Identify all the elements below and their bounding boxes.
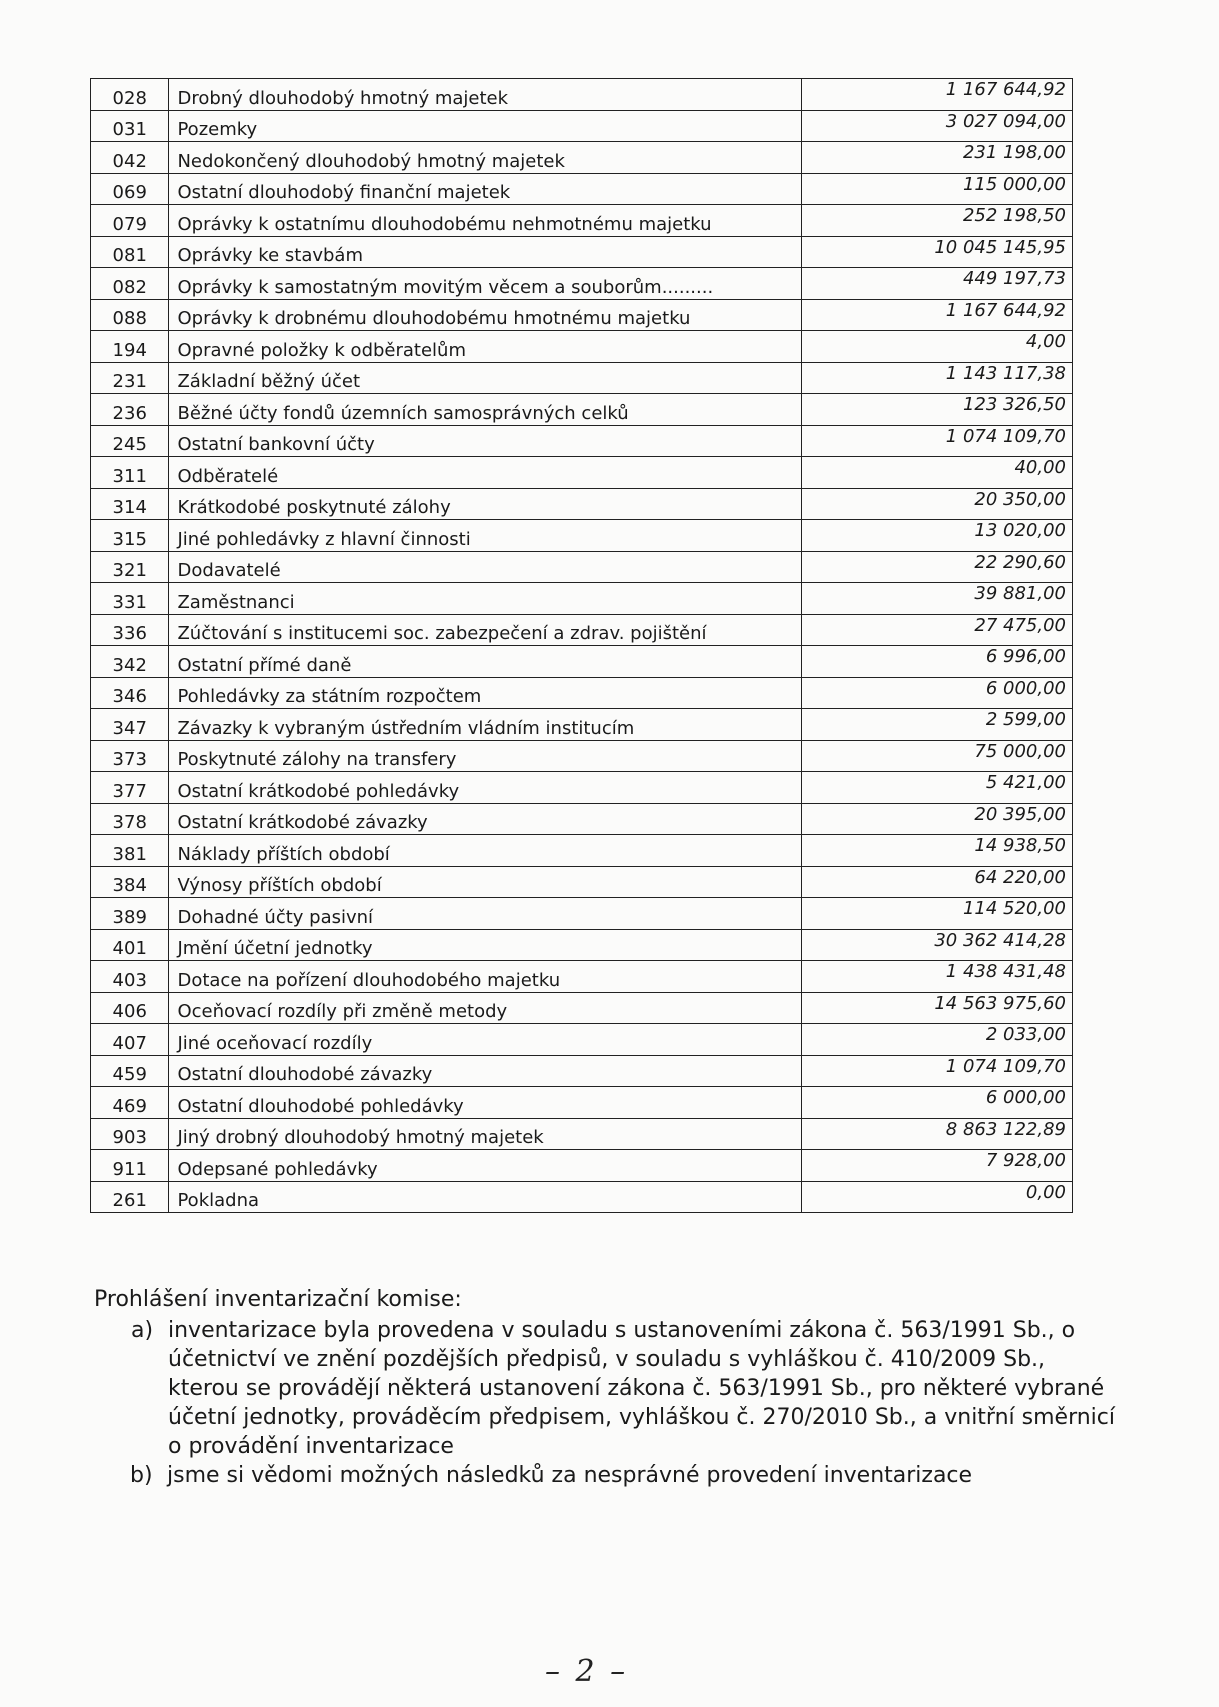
table-row <box>91 362 1073 394</box>
account-name: Zaměstnanci <box>169 583 802 615</box>
account-amount: 40,00 <box>802 457 1073 489</box>
account-amount: 22 290,60 <box>802 551 1073 583</box>
account-code: 081 <box>91 236 169 268</box>
account-code: 381 <box>91 835 169 867</box>
table-row <box>91 142 1073 174</box>
account-amount: 14 938,50 <box>802 835 1073 867</box>
inventory-table <box>90 78 1073 1213</box>
account-name: Ostatní bankovní účty <box>169 425 802 457</box>
account-code: 311 <box>91 457 169 489</box>
account-amount: 4,00 <box>802 331 1073 363</box>
account-name: Ostatní krátkodobé závazky <box>169 803 802 835</box>
account-amount: 39 881,00 <box>802 583 1073 615</box>
declaration-item-text: jsme si vědomi možných následků za nesprávné provedení inventarizace <box>167 1463 973 1488</box>
account-amount: 8 863 122,89 <box>802 1118 1073 1150</box>
account-name: Dodavatelé <box>169 551 802 583</box>
table-row <box>91 394 1073 426</box>
account-name: Ostatní dlouhodobé závazky <box>169 1055 802 1087</box>
account-code: 406 <box>91 992 169 1024</box>
account-code: 314 <box>91 488 169 520</box>
account-amount: 6 000,00 <box>802 677 1073 709</box>
account-name: Ostatní dlouhodobý finanční majetek <box>169 173 802 205</box>
account-name: Závazky k vybraným ústředním vládním institucím <box>169 709 802 741</box>
table-row <box>91 173 1073 205</box>
account-code: 331 <box>91 583 169 615</box>
table-row <box>91 1024 1073 1056</box>
account-code: 373 <box>91 740 169 772</box>
account-name: Drobný dlouhodobý hmotný majetek <box>169 79 802 111</box>
account-name: Opravné položky k odběratelům <box>169 331 802 363</box>
account-amount: 64 220,00 <box>802 866 1073 898</box>
account-name: Dohadné účty pasivní <box>169 898 802 930</box>
account-name: Jmění účetní jednotky <box>169 929 802 961</box>
account-code: 042 <box>91 142 169 174</box>
account-name: Poskytnuté zálohy na transfery <box>169 740 802 772</box>
account-code: 315 <box>91 520 169 552</box>
account-amount: 75 000,00 <box>802 740 1073 772</box>
account-name: Základní běžný účet <box>169 362 802 394</box>
account-amount: 10 045 145,95 <box>802 236 1073 268</box>
account-amount: 115 000,00 <box>802 173 1073 205</box>
commission-declaration <box>94 1285 1124 1490</box>
account-name: Oprávky k drobnému dlouhodobému hmotnému majetku <box>169 299 802 331</box>
account-code: 336 <box>91 614 169 646</box>
account-name: Odběratelé <box>169 457 802 489</box>
account-code: 389 <box>91 898 169 930</box>
account-amount: 20 350,00 <box>802 488 1073 520</box>
table-row <box>91 740 1073 772</box>
account-code: 079 <box>91 205 169 237</box>
account-code: 377 <box>91 772 169 804</box>
page-number: – 2 – <box>545 1654 629 1689</box>
table-row <box>91 205 1073 237</box>
account-amount: 1 074 109,70 <box>802 425 1073 457</box>
table-row <box>91 488 1073 520</box>
account-name: Náklady příštích období <box>169 835 802 867</box>
account-code: 069 <box>91 173 169 205</box>
account-amount: 14 563 975,60 <box>802 992 1073 1024</box>
account-amount: 6 000,00 <box>802 1087 1073 1119</box>
account-name: Pozemky <box>169 110 802 142</box>
table-row <box>91 268 1073 300</box>
declaration-heading: Prohlášení inventarizační komise: <box>94 1287 462 1312</box>
account-name: Jiný drobný dlouhodobý hmotný majetek <box>169 1118 802 1150</box>
table-row <box>91 835 1073 867</box>
account-amount: 6 996,00 <box>802 646 1073 678</box>
account-code: 231 <box>91 362 169 394</box>
account-amount: 1 167 644,92 <box>802 299 1073 331</box>
declaration-item-b <box>94 1461 1124 1490</box>
table-row <box>91 551 1073 583</box>
account-name: Pohledávky za státním rozpočtem <box>169 677 802 709</box>
table-row <box>91 331 1073 363</box>
account-code: 031 <box>91 110 169 142</box>
account-code: 378 <box>91 803 169 835</box>
account-name: Výnosy příštích období <box>169 866 802 898</box>
account-code: 194 <box>91 331 169 363</box>
account-amount: 1 074 109,70 <box>802 1055 1073 1087</box>
account-code: 342 <box>91 646 169 678</box>
table-row <box>91 1118 1073 1150</box>
account-code: 407 <box>91 1024 169 1056</box>
account-code: 911 <box>91 1150 169 1182</box>
account-name: Dotace na pořízení dlouhodobého majetku <box>169 961 802 993</box>
account-code: 088 <box>91 299 169 331</box>
table-row <box>91 110 1073 142</box>
inventory-table-body <box>91 79 1073 1213</box>
account-code: 082 <box>91 268 169 300</box>
account-amount: 27 475,00 <box>802 614 1073 646</box>
account-name: Jiné pohledávky z hlavní činnosti <box>169 520 802 552</box>
table-row <box>91 520 1073 552</box>
account-amount: 20 395,00 <box>802 803 1073 835</box>
account-name: Ostatní dlouhodobé pohledávky <box>169 1087 802 1119</box>
account-amount: 1 167 644,92 <box>802 79 1073 111</box>
account-name: Krátkodobé poskytnuté zálohy <box>169 488 802 520</box>
account-name: Zúčtování s institucemi soc. zabezpečení a zdrav. pojištění <box>169 614 802 646</box>
account-code: 903 <box>91 1118 169 1150</box>
table-row <box>91 866 1073 898</box>
account-code: 401 <box>91 929 169 961</box>
table-row <box>91 236 1073 268</box>
account-amount: 123 326,50 <box>802 394 1073 426</box>
account-code: 321 <box>91 551 169 583</box>
account-name: Oprávky k samostatným movitým věcem a souborům......... <box>169 268 802 300</box>
account-name: Ostatní přímé daně <box>169 646 802 678</box>
account-name: Oprávky ke stavbám <box>169 236 802 268</box>
account-name: Jiné oceňovací rozdíly <box>169 1024 802 1056</box>
account-name: Oprávky k ostatnímu dlouhodobému nehmotnému majetku <box>169 205 802 237</box>
account-amount: 2 599,00 <box>802 709 1073 741</box>
account-name: Oceňovací rozdíly při změně metody <box>169 992 802 1024</box>
account-amount: 30 362 414,28 <box>802 929 1073 961</box>
table-row <box>91 583 1073 615</box>
account-name: Odepsané pohledávky <box>169 1150 802 1182</box>
table-row <box>91 1087 1073 1119</box>
declaration-item-marker: b) <box>130 1463 153 1488</box>
account-code: 245 <box>91 425 169 457</box>
account-amount: 5 421,00 <box>802 772 1073 804</box>
account-amount: 7 928,00 <box>802 1150 1073 1182</box>
table-row <box>91 646 1073 678</box>
table-row <box>91 898 1073 930</box>
account-code: 384 <box>91 866 169 898</box>
account-amount: 231 198,00 <box>802 142 1073 174</box>
table-row <box>91 709 1073 741</box>
table-row <box>91 299 1073 331</box>
table-row <box>91 803 1073 835</box>
account-amount: 1 143 117,38 <box>802 362 1073 394</box>
account-amount: 0,00 <box>802 1181 1073 1213</box>
account-amount: 2 033,00 <box>802 1024 1073 1056</box>
declaration-item-text: inventarizace byla provedena v souladu s ustanoveními zákona č. 563/1991 Sb., o účetnictví ve znění pozdějších předpisů, v souladu s vyhláškou č. 410/2009 Sb., kterou se provádějí některá ustanovení zákona č. 563/1991 Sb., pro některé vybrané účetní jednotky, prováděcím předpisem, vyhláškou č. 270/2010 Sb., a vnitřní směrnicí o provádění inventarizace <box>168 1318 1115 1459</box>
account-code: 028 <box>91 79 169 111</box>
account-amount: 114 520,00 <box>802 898 1073 930</box>
declaration-item-a <box>94 1316 1124 1461</box>
account-amount: 13 020,00 <box>802 520 1073 552</box>
account-code: 236 <box>91 394 169 426</box>
account-code: 261 <box>91 1181 169 1213</box>
account-amount: 3 027 094,00 <box>802 110 1073 142</box>
table-row <box>91 1055 1073 1087</box>
table-row <box>91 457 1073 489</box>
table-row <box>91 992 1073 1024</box>
account-code: 469 <box>91 1087 169 1119</box>
table-row <box>91 614 1073 646</box>
table-row <box>91 961 1073 993</box>
account-code: 347 <box>91 709 169 741</box>
account-name: Běžné účty fondů územních samosprávných celků <box>169 394 802 426</box>
table-row <box>91 929 1073 961</box>
table-row <box>91 772 1073 804</box>
account-amount: 252 198,50 <box>802 205 1073 237</box>
table-row <box>91 1181 1073 1213</box>
account-code: 403 <box>91 961 169 993</box>
table-row <box>91 425 1073 457</box>
account-name: Ostatní krátkodobé pohledávky <box>169 772 802 804</box>
account-code: 459 <box>91 1055 169 1087</box>
account-amount: 449 197,73 <box>802 268 1073 300</box>
table-row <box>91 677 1073 709</box>
account-name: Nedokončený dlouhodobý hmotný majetek <box>169 142 802 174</box>
declaration-item-marker: a) <box>131 1318 154 1343</box>
table-row <box>91 1150 1073 1182</box>
account-code: 346 <box>91 677 169 709</box>
account-amount: 1 438 431,48 <box>802 961 1073 993</box>
account-name: Pokladna <box>169 1181 802 1213</box>
table-row <box>91 79 1073 111</box>
